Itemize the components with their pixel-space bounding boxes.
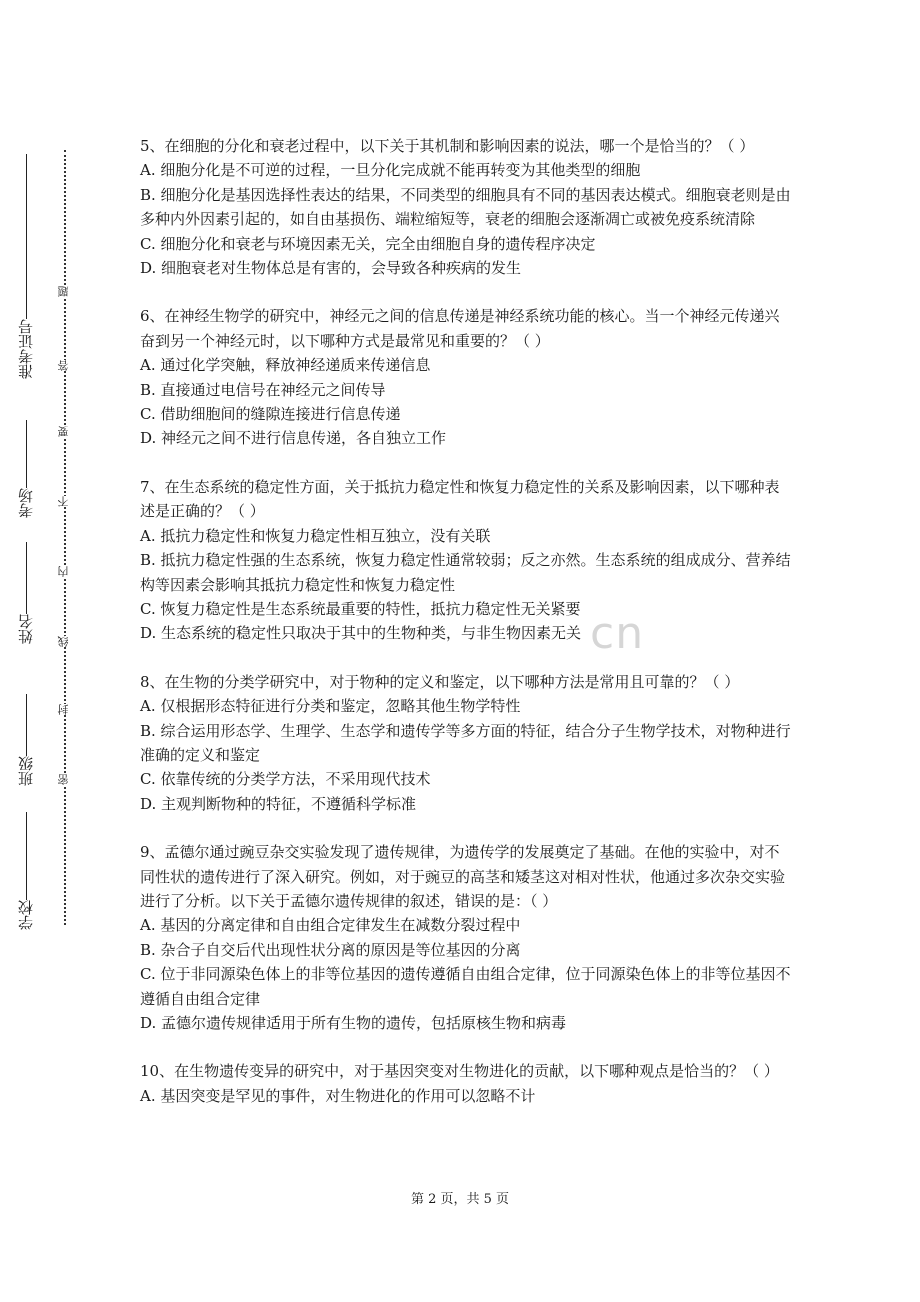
question-5 bbox=[140, 134, 792, 280]
school-field bbox=[14, 810, 38, 930]
seal-char-yao: 要 bbox=[57, 426, 73, 437]
seal-char-da: 答 bbox=[57, 360, 73, 371]
question-9 bbox=[140, 840, 792, 1035]
seal-char-nei: 内 bbox=[57, 566, 73, 577]
option-b: B. 直接通过电信号在神经元之间传导 bbox=[140, 380, 386, 399]
question-list bbox=[140, 134, 792, 1132]
name-field bbox=[14, 540, 38, 644]
class-label: 班级 bbox=[17, 756, 35, 786]
exam-room-label: 考场 bbox=[17, 488, 35, 518]
option-a: A. 仅根据形态特征进行分类和鉴定，忽略其他生物学特性 bbox=[140, 697, 521, 716]
question-stem: 7、在生态系统的稳定性方面，关于抵抗力稳定性和恢复力稳定性的关系及影响因素，以下哪种表述是正确的？（ ） bbox=[140, 477, 780, 521]
watermark: cn bbox=[590, 608, 645, 659]
seal-dotted-line bbox=[64, 150, 66, 925]
exam-number-field bbox=[14, 152, 38, 379]
option-a: A. 基因的分离定律和自由组合定律发生在减数分裂过程中 bbox=[140, 916, 521, 935]
class-field bbox=[14, 692, 38, 786]
option-c: C. 恢复力稳定性是生态系统最重要的特性，抵抗力稳定性无关紧要 bbox=[140, 599, 581, 618]
seal-char-ti: 题 bbox=[57, 286, 73, 297]
question-stem: 5、在细胞的分化和衰老过程中，以下关于其机制和影响因素的说法，哪一个是恰当的？（ ） bbox=[140, 137, 755, 155]
option-d: D. 生态系统的稳定性只取决于其中的生物种类，与非生物因素无关 bbox=[140, 624, 582, 643]
option-c: C. 依靠传统的分类学方法，不采用现代技术 bbox=[140, 770, 431, 789]
school-blank bbox=[26, 812, 27, 900]
option-a: A. 基因突变是罕见的事件，对生物进化的作用可以忽略不计 bbox=[140, 1086, 536, 1105]
page-footer: 第 2 页，共 5 页 bbox=[410, 1192, 510, 1207]
question-6 bbox=[140, 304, 792, 450]
exam-number-label: 准考证号 bbox=[17, 319, 35, 379]
exam-room-blank bbox=[26, 420, 27, 488]
option-a: A. 抵抗力稳定性和恢复力稳定性相互独立，没有关联 bbox=[140, 526, 491, 545]
option-d: D. 神经元之间不进行信息传递，各自独立工作 bbox=[140, 429, 447, 448]
question-8 bbox=[140, 670, 792, 816]
option-b: B. 细胞分化是基因选择性表达的结果，不同类型的细胞具有不同的基因表达模式。细胞衰老则是由多种内外因素引起的，如自由基损伤、端粒缩短等，衰老的细胞会逐渐凋亡或被免疫系统清除 bbox=[140, 185, 791, 229]
seal-char-mi: 密 bbox=[57, 774, 73, 785]
option-d: D. 孟德尔遗传规律适用于所有生物的遗传，包括原核生物和病毒 bbox=[140, 1014, 567, 1032]
question-10 bbox=[140, 1059, 792, 1108]
question-stem: 10、在生物遗传变异的研究中，对于基因突变对生物进化的贡献，以下哪种观点是恰当的？（ ） bbox=[140, 1062, 779, 1081]
option-c: C. 细胞分化和衰老与环境因素无关，完全由细胞自身的遗传程序决定 bbox=[140, 234, 596, 253]
name-blank bbox=[26, 542, 27, 614]
option-b: B. 杂合子自交后代出现性状分离的原因是等位基因的分离 bbox=[140, 940, 521, 959]
option-c: C. 位于非同源染色体上的非等位基因的遗传遵循自由组合定律，位于同源染色体上的非等位基因不遵循自由组合定律 bbox=[140, 965, 791, 1008]
option-b: B. 综合运用形态学、生理学、生态学和遗传学等多方面的特征，结合分子生物学技术，对物种进行准确的定义和鉴定 bbox=[140, 721, 791, 764]
seal-char-bu: 不 bbox=[57, 496, 73, 507]
option-a: A. 通过化学突触，释放神经递质来传递信息 bbox=[140, 356, 431, 375]
question-stem: 6、在神经生物学的研究中，神经元之间的信息传递是神经系统功能的核心。当一个神经元传递兴奋到另一个神经元时，以下哪种方式是最常见和重要的？（ ） bbox=[140, 307, 780, 350]
seal-char-feng: 封 bbox=[57, 704, 73, 715]
option-d: D. 细胞衰老对生物体总是有害的，会导致各种疾病的发生 bbox=[140, 259, 522, 278]
name-label: 姓名 bbox=[17, 614, 35, 644]
question-stem: 8、在生物的分类学研究中，对于物种的定义和鉴定，以下哪种方法是常用且可靠的？（ ） bbox=[140, 672, 740, 691]
question-stem: 9、孟德尔通过豌豆杂交实验发现了遗传规律，为遗传学的发展奠定了基础。在他的实验中，对不同性状的遗传进行了深入研究。例如，对于豌豆的高茎和矮茎这对相对性状，他通过多次杂交实验进行了分析。以下关于孟德尔遗传规律的叙述，错误的是：（ ） bbox=[140, 843, 786, 910]
school-label: 学校 bbox=[17, 900, 35, 930]
option-b: B. 抵抗力稳定性强的生态系统，恢复力稳定性通常较弱；反之亦然。生态系统的组成成分、营养结构等因素会影响其抵抗力稳定性和恢复力稳定性 bbox=[140, 551, 791, 594]
seal-char-xian: 线 bbox=[57, 636, 73, 647]
class-blank bbox=[26, 694, 27, 756]
exam-number-blank bbox=[26, 154, 27, 319]
option-c: C. 借助细胞间的缝隙连接进行信息传递 bbox=[140, 405, 401, 424]
question-7 bbox=[140, 475, 792, 646]
exam-room-field bbox=[14, 418, 38, 518]
option-d: D. 主观判断物种的特征，不遵循科学标准 bbox=[140, 794, 417, 813]
option-a: A. 细胞分化是不可逆的过程，一旦分化完成就不能再转变为其他类型的细胞 bbox=[140, 161, 641, 180]
